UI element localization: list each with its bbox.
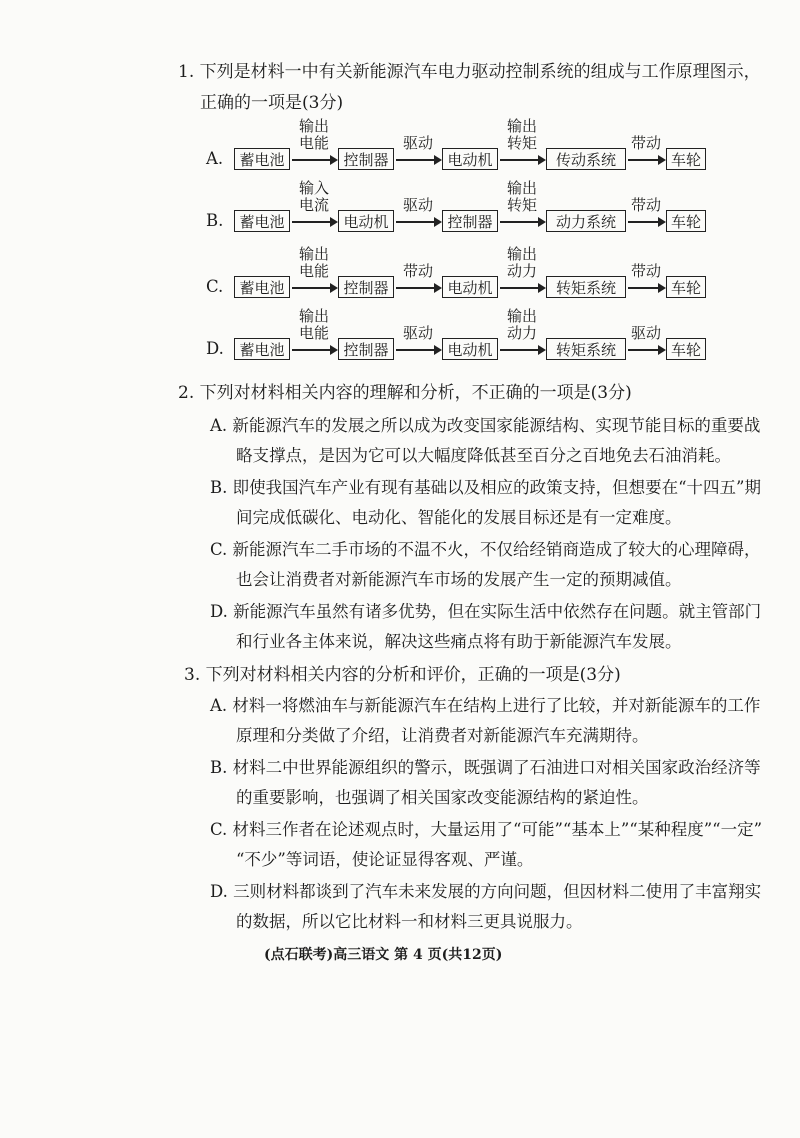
arrow-label xyxy=(628,197,664,214)
q3-option-b-line2: 的重要影响，也强调了相关国家改变能源结构的紧迫性。 xyxy=(236,788,649,807)
flow-box: 车轮 xyxy=(666,148,706,170)
flow-box: 传动系统 xyxy=(546,148,626,170)
arrow-label-line: 输出 xyxy=(506,307,537,325)
arrow-label-line: 动力 xyxy=(506,262,537,280)
arrow-label-line: 动力 xyxy=(506,324,537,342)
q2-option-c-line1: C. 新能源汽车二手市场的不温不火，不仅给经销商造成了较大的心理障碍， xyxy=(210,540,761,559)
arrow-label-line: 电能 xyxy=(298,324,329,342)
arrow-label-line: 驱动 xyxy=(630,324,661,342)
arrow-label xyxy=(628,325,664,342)
arrow-label-line: 带动 xyxy=(630,262,661,280)
arrow-icon xyxy=(292,159,336,161)
flow-box: 电动机 xyxy=(338,210,394,232)
arrow-label xyxy=(500,180,544,214)
q3-option-a-line1: A. 材料一将燃油车与新能源汽车在结构上进行了比较，并对新能源车的工作 xyxy=(210,696,761,715)
arrow-label xyxy=(292,308,336,342)
q3-option-d-line1: D. 三则材料都谈到了汽车未来发展的方向问题，但因材料二使用了丰富翔实 xyxy=(210,882,762,901)
arrow-label-line: 电能 xyxy=(298,134,329,152)
page-footer: (点石联考)高三语文 第 4 页(共12页) xyxy=(264,947,503,963)
flow-box: 转矩系统 xyxy=(546,338,626,360)
arrow-label-line: 输出 xyxy=(506,179,537,197)
q3-option-d-line2: 的数据，所以它比材料一和材料三更具说服力。 xyxy=(236,912,583,931)
arrow-icon xyxy=(500,159,544,161)
arrow-label-line: 输出 xyxy=(506,245,537,263)
diagram-letter: B. xyxy=(206,211,224,230)
arrow-icon xyxy=(500,349,544,351)
arrow-label-line: 输出 xyxy=(298,307,329,325)
arrow-label xyxy=(396,135,440,152)
arrow-icon xyxy=(628,159,664,161)
q3-stem: 3. 下列对材料相关内容的分析和评价，正确的一项是(3分) xyxy=(184,665,621,685)
flow-box: 转矩系统 xyxy=(546,276,626,298)
arrow-label xyxy=(292,246,336,280)
arrow-label-line: 电流 xyxy=(298,196,329,214)
arrow-icon xyxy=(396,159,440,161)
arrow-icon xyxy=(396,287,440,289)
flow-box: 车轮 xyxy=(666,276,706,298)
diagram-letter: A. xyxy=(206,149,224,168)
arrow-label-line: 输入 xyxy=(298,179,329,197)
flow-box: 蓄电池 xyxy=(234,148,290,170)
arrow-label xyxy=(292,180,336,214)
arrow-label-line: 驱动 xyxy=(402,196,433,214)
arrow-label xyxy=(292,118,336,152)
arrow-icon xyxy=(500,221,544,223)
flow-box: 车轮 xyxy=(666,338,706,360)
flow-box: 车轮 xyxy=(666,210,706,232)
arrow-label-line: 转矩 xyxy=(506,196,537,214)
flow-box: 电动机 xyxy=(442,148,498,170)
arrow-label xyxy=(628,135,664,152)
arrow-label xyxy=(500,118,544,152)
diagram-letter: D. xyxy=(206,339,224,358)
flow-box: 电动机 xyxy=(442,338,498,360)
arrow-label xyxy=(628,263,664,280)
arrow-icon xyxy=(292,349,336,351)
flow-box: 控制器 xyxy=(338,148,394,170)
q2-option-c-line2: 也会让消费者对新能源汽车市场的发展产生一定的预期减值。 xyxy=(236,570,682,589)
arrow-label-line: 驱动 xyxy=(402,324,433,342)
q3-option-b-line1: B. 材料二中世界能源组织的警示，既强调了石油进口对相关国家政治经济等 xyxy=(210,758,761,777)
arrow-icon xyxy=(292,287,336,289)
flow-box: 电动机 xyxy=(442,276,498,298)
q2-stem: 2. 下列对材料相关内容的理解和分析，不正确的一项是(3分) xyxy=(178,383,632,403)
arrow-label-line: 输出 xyxy=(506,117,537,135)
q3-option-c-line1: C. 材料三作者在论述观点时，大量运用了“可能”“基本上”“某种程度”“一定” xyxy=(210,820,763,839)
arrow-icon xyxy=(628,287,664,289)
arrow-icon xyxy=(396,349,440,351)
flow-box: 控制器 xyxy=(338,338,394,360)
arrow-icon xyxy=(628,221,664,223)
arrow-label-line: 带动 xyxy=(630,196,661,214)
q3-option-c-line2: “不少”等词语，使论证显得客观、严谨。 xyxy=(236,850,534,869)
q2-option-b-line1: B. 即使我国汽车产业有现有基础以及相应的政策支持，但想要在“十四五”期 xyxy=(210,478,761,497)
flow-box: 蓄电池 xyxy=(234,210,290,232)
arrow-icon xyxy=(628,349,664,351)
q2-option-d-line1: D. 新能源汽车虽然有诸多优势，但在实际生活中依然存在问题。就主管部门 xyxy=(210,602,762,621)
q2-option-a-line1: A. 新能源汽车的发展之所以成为改变国家能源结构、实现节能目标的重要战 xyxy=(210,416,761,435)
flow-box: 蓄电池 xyxy=(234,338,290,360)
arrow-label-line: 输出 xyxy=(298,117,329,135)
arrow-label xyxy=(500,246,544,280)
arrow-label xyxy=(396,263,440,280)
flow-box: 控制器 xyxy=(442,210,498,232)
arrow-label-line: 带动 xyxy=(402,262,433,280)
q1-line1: 1. 下列是材料一中有关新能源汽车电力驱动控制系统的组成与工作原理图示， xyxy=(178,62,761,82)
arrow-label-line: 输出 xyxy=(298,245,329,263)
q3-option-a-line2: 原理和分类做了介绍，让消费者对新能源汽车充满期待。 xyxy=(236,726,649,745)
q2-option-d-line2: 和行业各主体来说，解决这些痛点将有助于新能源汽车发展。 xyxy=(236,632,682,651)
arrow-label xyxy=(396,325,440,342)
diagram-letter: C. xyxy=(206,277,224,296)
arrow-label-line: 电能 xyxy=(298,262,329,280)
arrow-label-line: 带动 xyxy=(630,134,661,152)
flow-box: 蓄电池 xyxy=(234,276,290,298)
flow-box: 控制器 xyxy=(338,276,394,298)
q2-option-a-line2: 略支撑点，是因为它可以大幅度降低甚至百分之百地免去石油消耗。 xyxy=(236,446,731,465)
arrow-label xyxy=(396,197,440,214)
q1-line2: 正确的一项是(3分) xyxy=(200,93,344,113)
arrow-icon xyxy=(500,287,544,289)
arrow-label-line: 转矩 xyxy=(506,134,537,152)
q2-option-b-line2: 间完成低碳化、电动化、智能化的发展目标还是有一定难度。 xyxy=(236,508,682,527)
arrow-label xyxy=(500,308,544,342)
arrow-icon xyxy=(396,221,440,223)
arrow-icon xyxy=(292,221,336,223)
arrow-label-line: 驱动 xyxy=(402,134,433,152)
flow-box: 动力系统 xyxy=(546,210,626,232)
